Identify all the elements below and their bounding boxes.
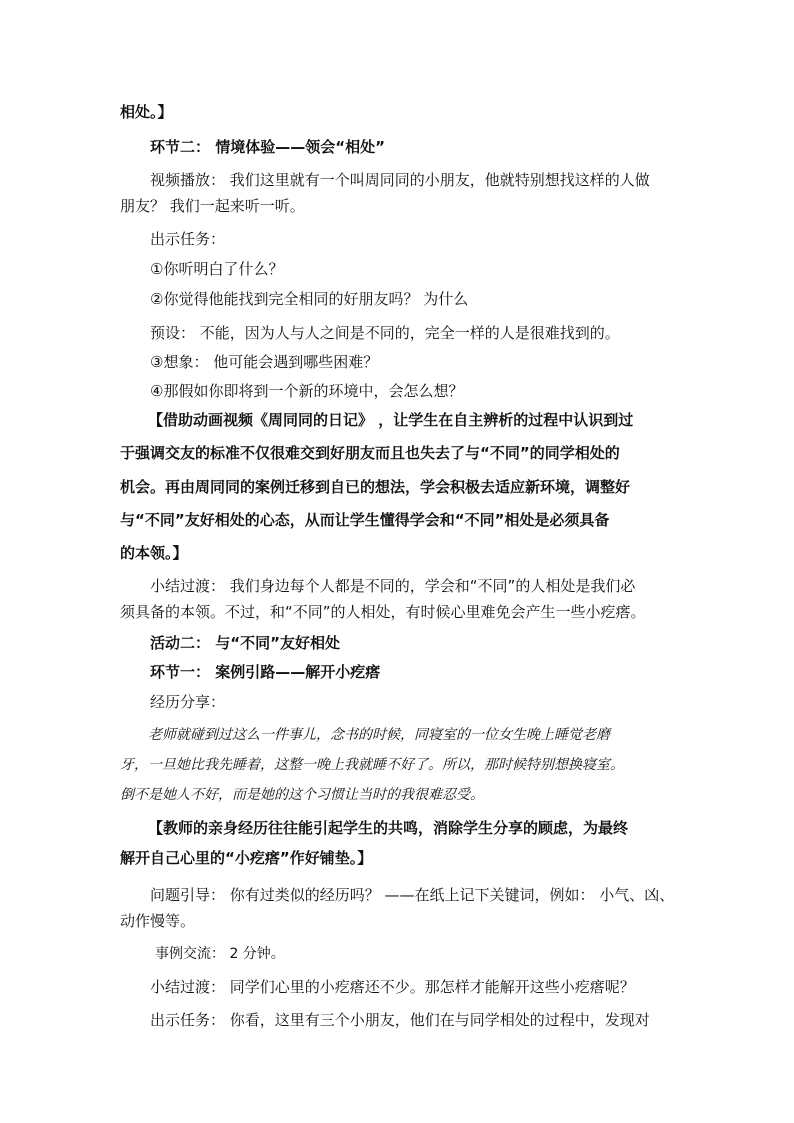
italic-quote-line: 老师就碰到过这么一件事儿，念书的时候，同寝室的一位女生晚上睡觉老磨 [148, 727, 610, 743]
paragraph-line: 视频播放： 我们这里就有一个叫周同同的小朋友，他就特别想找这样的人做 [150, 171, 650, 189]
paragraph-line: 问题引导： 你有过类似的经历吗？ ——在纸上记下关键词，例如： 小气、凶、 [150, 886, 675, 904]
paragraph-line: 出示任务： [150, 230, 226, 248]
paragraph-line: 小结过渡： 我们身边每个人都是不同的，学会和“不同”的人相处是我们必 [150, 577, 636, 595]
bold-note-line: 解开自己心里的“小疙瘩”作好铺垫。】 [120, 849, 373, 867]
list-item: ③想象： 他可能会遇到哪些困难？ [150, 353, 379, 371]
bold-note-line: 于强调交友的标准不仅很难交到好朋友而且也失去了与“不同”的同学相处的 [120, 444, 620, 462]
italic-quote-line: 牙，一旦她比我先睡着，这整一晚上我就睡不好了。所以，那时候特别想换寝室。 [120, 757, 624, 773]
bold-note-line: 【借助动画视频《周同同的日记》 ，让学生在自主辨析的过程中认识到过 [148, 411, 634, 429]
list-item: ①你听明白了什么？ [150, 260, 284, 278]
paragraph-line: 预设： 不能，因为人与人之间是不同的，完全一样的人是很难找到的。 [150, 324, 620, 342]
bold-note-line: 的本领。】 [120, 544, 188, 562]
section-heading: 环节一： 案例引路——解开小疙瘩 [150, 663, 381, 681]
bold-note-line: 与“不同”友好相处的心态，从而让学生懂得学会和“不同”相处是必须具备 [120, 511, 610, 529]
list-item: ②你觉得他能找到完全相同的好朋友吗？ 为什么 [150, 290, 469, 308]
italic-quote-line: 倒不是她人不好，而是她的这个习惯让当时的我很难忍受。 [120, 787, 484, 803]
paragraph-line: 相处。】 [120, 103, 173, 121]
paragraph-line: 动作慢等。 [120, 912, 196, 930]
section-heading: 活动二： 与“不同”友好相处 [150, 634, 340, 652]
bold-note-line: 【教师的亲身经历往往能引起学生的共鸣，消除学生分享的顾虑，为最终 [148, 819, 629, 837]
bold-note-line: 机会。再由周同同的案例迁移到自已的想法，学会积极去适应新环境，调整好 [120, 478, 631, 496]
paragraph-line: 事例交流： 2 分钟。 [155, 946, 285, 962]
paragraph-line: 小结过渡： 同学们心里的小疙瘩还不少。那怎样才能解开这些小疙瘩呢？ [150, 978, 635, 996]
paragraph-line: 经历分享： [150, 693, 226, 711]
list-item: ④那假如你即将到一个新的环境中，会怎么想？ [150, 382, 464, 400]
paragraph-line: 须具备的本领。不过，和“不同”的人相处，有时候心里难免会产生一些小疙瘩。 [120, 603, 646, 621]
section-heading: 环节二： 情境体验——领会“相处” [150, 138, 385, 156]
paragraph-line: 出示任务： 你看，这里有三个小朋友，他们在与同学相处的过程中，发现对 [150, 1011, 650, 1029]
paragraph-line: 朋友？ 我们一起来听一听。 [120, 197, 305, 215]
